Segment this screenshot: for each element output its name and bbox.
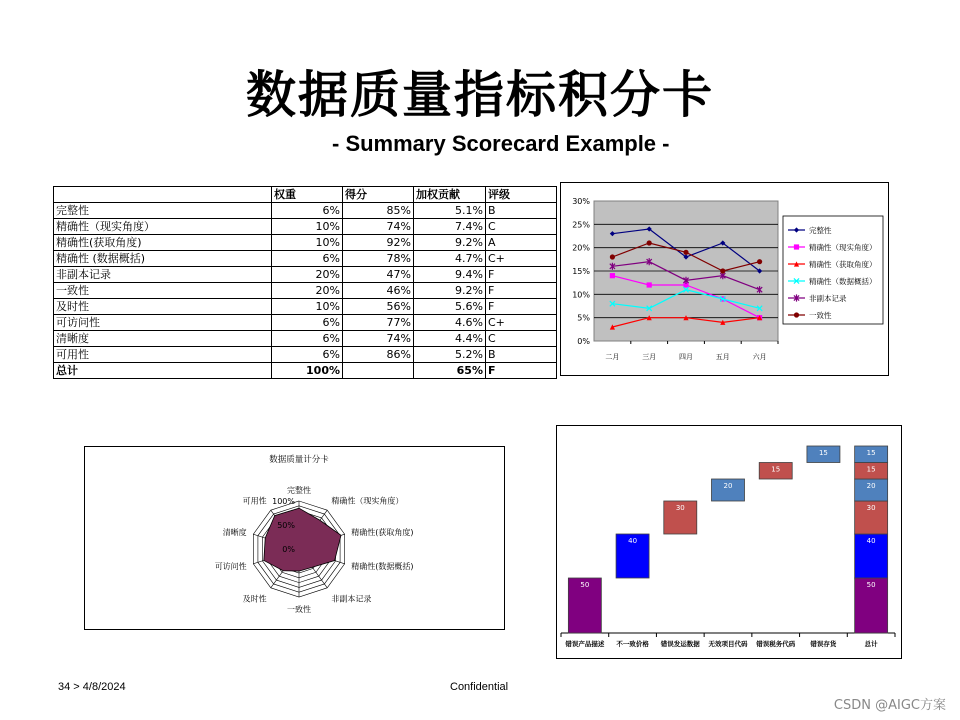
y-tick-label: 15% bbox=[572, 267, 590, 276]
table-cell: 5.6% bbox=[414, 299, 486, 315]
header-cell: 加权贡献 bbox=[414, 187, 486, 203]
header-cell: 评级 bbox=[486, 187, 557, 203]
table-cell: 92% bbox=[343, 235, 414, 251]
scorecard-table bbox=[53, 186, 557, 379]
table-cell: 5.1% bbox=[414, 203, 486, 219]
table-row bbox=[54, 347, 557, 363]
radar-category-label: 可用性 bbox=[242, 496, 267, 506]
watermark: CSDN @AIGC方案 bbox=[833, 698, 946, 713]
total-cell: 65% bbox=[414, 363, 486, 379]
bar-value-label: 15 bbox=[818, 449, 828, 457]
metric-name-cell: 可访问性 bbox=[54, 315, 272, 331]
table-row bbox=[54, 299, 557, 315]
radar-tick-label: 100% bbox=[272, 497, 295, 506]
waterfall-chart-panel bbox=[556, 425, 902, 659]
x-tick-label: 二月 bbox=[605, 353, 620, 361]
radar-category-label: 精确性(获取角度) bbox=[351, 528, 414, 538]
radar-series bbox=[264, 508, 341, 571]
header-cell bbox=[54, 187, 272, 203]
table-cell: 10% bbox=[272, 299, 343, 315]
legend-label: 精确性（数据概括） bbox=[809, 277, 877, 286]
metric-name-cell: 一致性 bbox=[54, 283, 272, 299]
x-tick-label: 四月 bbox=[679, 353, 693, 361]
table-cell: B bbox=[486, 347, 557, 363]
data-point bbox=[683, 250, 688, 255]
table-cell: F bbox=[486, 299, 557, 315]
total-segment-label: 30 bbox=[866, 504, 876, 512]
table-row bbox=[54, 331, 557, 347]
data-point bbox=[720, 268, 725, 273]
total-segment-label: 50 bbox=[866, 581, 876, 589]
table-cell: F bbox=[486, 267, 557, 283]
data-point bbox=[757, 259, 762, 264]
total-cell: 100% bbox=[272, 363, 343, 379]
table-cell: 9.2% bbox=[414, 283, 486, 299]
table-cell: 46% bbox=[343, 283, 414, 299]
table-cell: 20% bbox=[272, 283, 343, 299]
metric-name-cell: 可用性 bbox=[54, 347, 272, 363]
table-cell: 78% bbox=[343, 251, 414, 267]
radar-category-label: 精确性（现实角度） bbox=[331, 496, 404, 506]
metric-name-cell: 非副本记录 bbox=[54, 267, 272, 283]
data-point bbox=[647, 282, 652, 287]
table-cell: 4.4% bbox=[414, 331, 486, 347]
radar-category-label: 清晰度 bbox=[222, 528, 247, 538]
metric-name-cell: 清晰度 bbox=[54, 331, 272, 347]
table-cell: A bbox=[486, 235, 557, 251]
x-category-label: 错误税务代码 bbox=[756, 640, 796, 648]
radar-chart-panel bbox=[84, 446, 505, 630]
x-tick-label: 六月 bbox=[752, 353, 767, 361]
radar-chart bbox=[85, 447, 504, 629]
slide-subtitle: - Summary Scorecard Example - bbox=[332, 131, 670, 156]
table-cell: 6% bbox=[272, 203, 343, 219]
table-row bbox=[54, 251, 557, 267]
table-cell: C bbox=[486, 219, 557, 235]
table-cell: C bbox=[486, 331, 557, 347]
table-cell: C+ bbox=[486, 251, 557, 267]
table-cell: 74% bbox=[343, 331, 414, 347]
total-segment-label: 40 bbox=[866, 537, 876, 545]
table-cell: 7.4% bbox=[414, 219, 486, 235]
bar-value-label: 50 bbox=[580, 581, 590, 589]
x-category-label: 不一致价格 bbox=[616, 640, 649, 648]
table-row bbox=[54, 283, 557, 299]
metric-name-cell: 及时性 bbox=[54, 299, 272, 315]
radar-title: 数据质量计分卡 bbox=[269, 455, 329, 465]
table-cell: F bbox=[486, 283, 557, 299]
table-cell: 74% bbox=[343, 219, 414, 235]
bar-value-label: 15 bbox=[771, 465, 781, 474]
table-row bbox=[54, 315, 557, 331]
table-cell: B bbox=[486, 203, 557, 219]
total-cell: 总计 bbox=[54, 363, 272, 379]
table-cell: 47% bbox=[343, 267, 414, 283]
total-segment-label: 20 bbox=[866, 482, 876, 490]
data-point bbox=[647, 240, 652, 245]
table-cell: 6% bbox=[272, 347, 343, 363]
line-chart-panel bbox=[560, 182, 889, 376]
x-tick-label: 三月 bbox=[642, 353, 657, 361]
metric-name-cell: 精确性(获取角度) bbox=[54, 235, 272, 251]
table-cell: 86% bbox=[343, 347, 414, 363]
legend-label: 完整性 bbox=[809, 226, 832, 235]
table-cell: 6% bbox=[272, 315, 343, 331]
legend-label: 一致性 bbox=[809, 311, 832, 320]
table-cell: 56% bbox=[343, 299, 414, 315]
table-cell: 4.6% bbox=[414, 315, 486, 331]
y-tick-label: 20% bbox=[572, 243, 590, 253]
table-cell: 10% bbox=[272, 235, 343, 251]
table-cell: 6% bbox=[272, 331, 343, 347]
legend-label: 精确性（现实角度） bbox=[809, 243, 877, 252]
table-row bbox=[54, 235, 557, 251]
table-cell: 5.2% bbox=[414, 347, 486, 363]
bar-value-label: 30 bbox=[675, 504, 685, 512]
radar-category-label: 一致性 bbox=[287, 605, 311, 614]
radar-category-label: 精确性(数据概括) bbox=[351, 561, 414, 571]
metric-name-cell: 完整性 bbox=[54, 203, 272, 219]
table-row bbox=[54, 219, 557, 235]
table-cell: 77% bbox=[343, 315, 414, 331]
waterfall-chart bbox=[557, 426, 901, 658]
total-segment-label: 15 bbox=[866, 465, 876, 474]
table-cell: 4.7% bbox=[414, 251, 486, 267]
table-row bbox=[54, 203, 557, 219]
radar-category-label: 可访问性 bbox=[214, 561, 247, 571]
table-cell: 6% bbox=[272, 251, 343, 267]
data-point bbox=[610, 254, 615, 259]
table-row bbox=[54, 267, 557, 283]
y-tick-label: 5% bbox=[577, 313, 590, 323]
table-cell: 10% bbox=[272, 219, 343, 235]
slide-title: 数据质量指标积分卡 bbox=[246, 65, 714, 124]
metric-name-cell: 精确性（现实角度） bbox=[54, 219, 272, 235]
table-cell: 9.4% bbox=[414, 267, 486, 283]
radar-tick-label: 0% bbox=[282, 545, 295, 554]
y-tick-label: 0% bbox=[577, 337, 590, 346]
table-total-row bbox=[54, 363, 557, 379]
data-point bbox=[610, 273, 615, 278]
bar-value-label: 40 bbox=[628, 537, 638, 545]
y-tick-label: 30% bbox=[572, 197, 590, 206]
table-cell: 20% bbox=[272, 267, 343, 283]
radar-category-label: 完整性 bbox=[287, 486, 311, 495]
bar-value-label: 20 bbox=[723, 482, 733, 490]
x-category-label: 错误存货 bbox=[810, 640, 837, 648]
x-category-label: 总计 bbox=[864, 640, 878, 648]
x-category-label: 错误产品描述 bbox=[565, 640, 605, 648]
legend-label: 非副本记录 bbox=[809, 294, 847, 303]
line-chart bbox=[561, 183, 888, 375]
x-category-label: 无效项目代码 bbox=[708, 640, 748, 648]
x-category-label: 错误发运数据 bbox=[660, 640, 700, 648]
footer-page-date: 34 > 4/8/2024 bbox=[58, 681, 126, 693]
table-cell: C+ bbox=[486, 315, 557, 331]
legend-box bbox=[783, 216, 883, 324]
y-tick-label: 25% bbox=[572, 220, 590, 230]
radar-category-label: 非副本记录 bbox=[331, 594, 372, 604]
x-tick-label: 五月 bbox=[715, 353, 730, 361]
radar-category-label: 及时性 bbox=[242, 594, 267, 604]
metric-name-cell: 精确性 (数据概括) bbox=[54, 251, 272, 267]
legend-marker bbox=[794, 312, 799, 317]
header-cell: 得分 bbox=[343, 187, 414, 203]
table-cell: 85% bbox=[343, 203, 414, 219]
total-segment-label: 15 bbox=[866, 449, 876, 457]
legend-label: 精确性（获取角度） bbox=[809, 260, 877, 269]
header-cell: 权重 bbox=[272, 187, 343, 203]
y-tick-label: 10% bbox=[572, 290, 590, 300]
table-cell: 9.2% bbox=[414, 235, 486, 251]
table-header-row bbox=[54, 187, 557, 203]
total-cell: F bbox=[486, 363, 557, 379]
total-cell bbox=[343, 363, 414, 379]
footer-confidential: Confidential bbox=[450, 681, 509, 693]
radar-tick-label: 50% bbox=[277, 521, 295, 530]
legend-marker bbox=[794, 244, 799, 249]
